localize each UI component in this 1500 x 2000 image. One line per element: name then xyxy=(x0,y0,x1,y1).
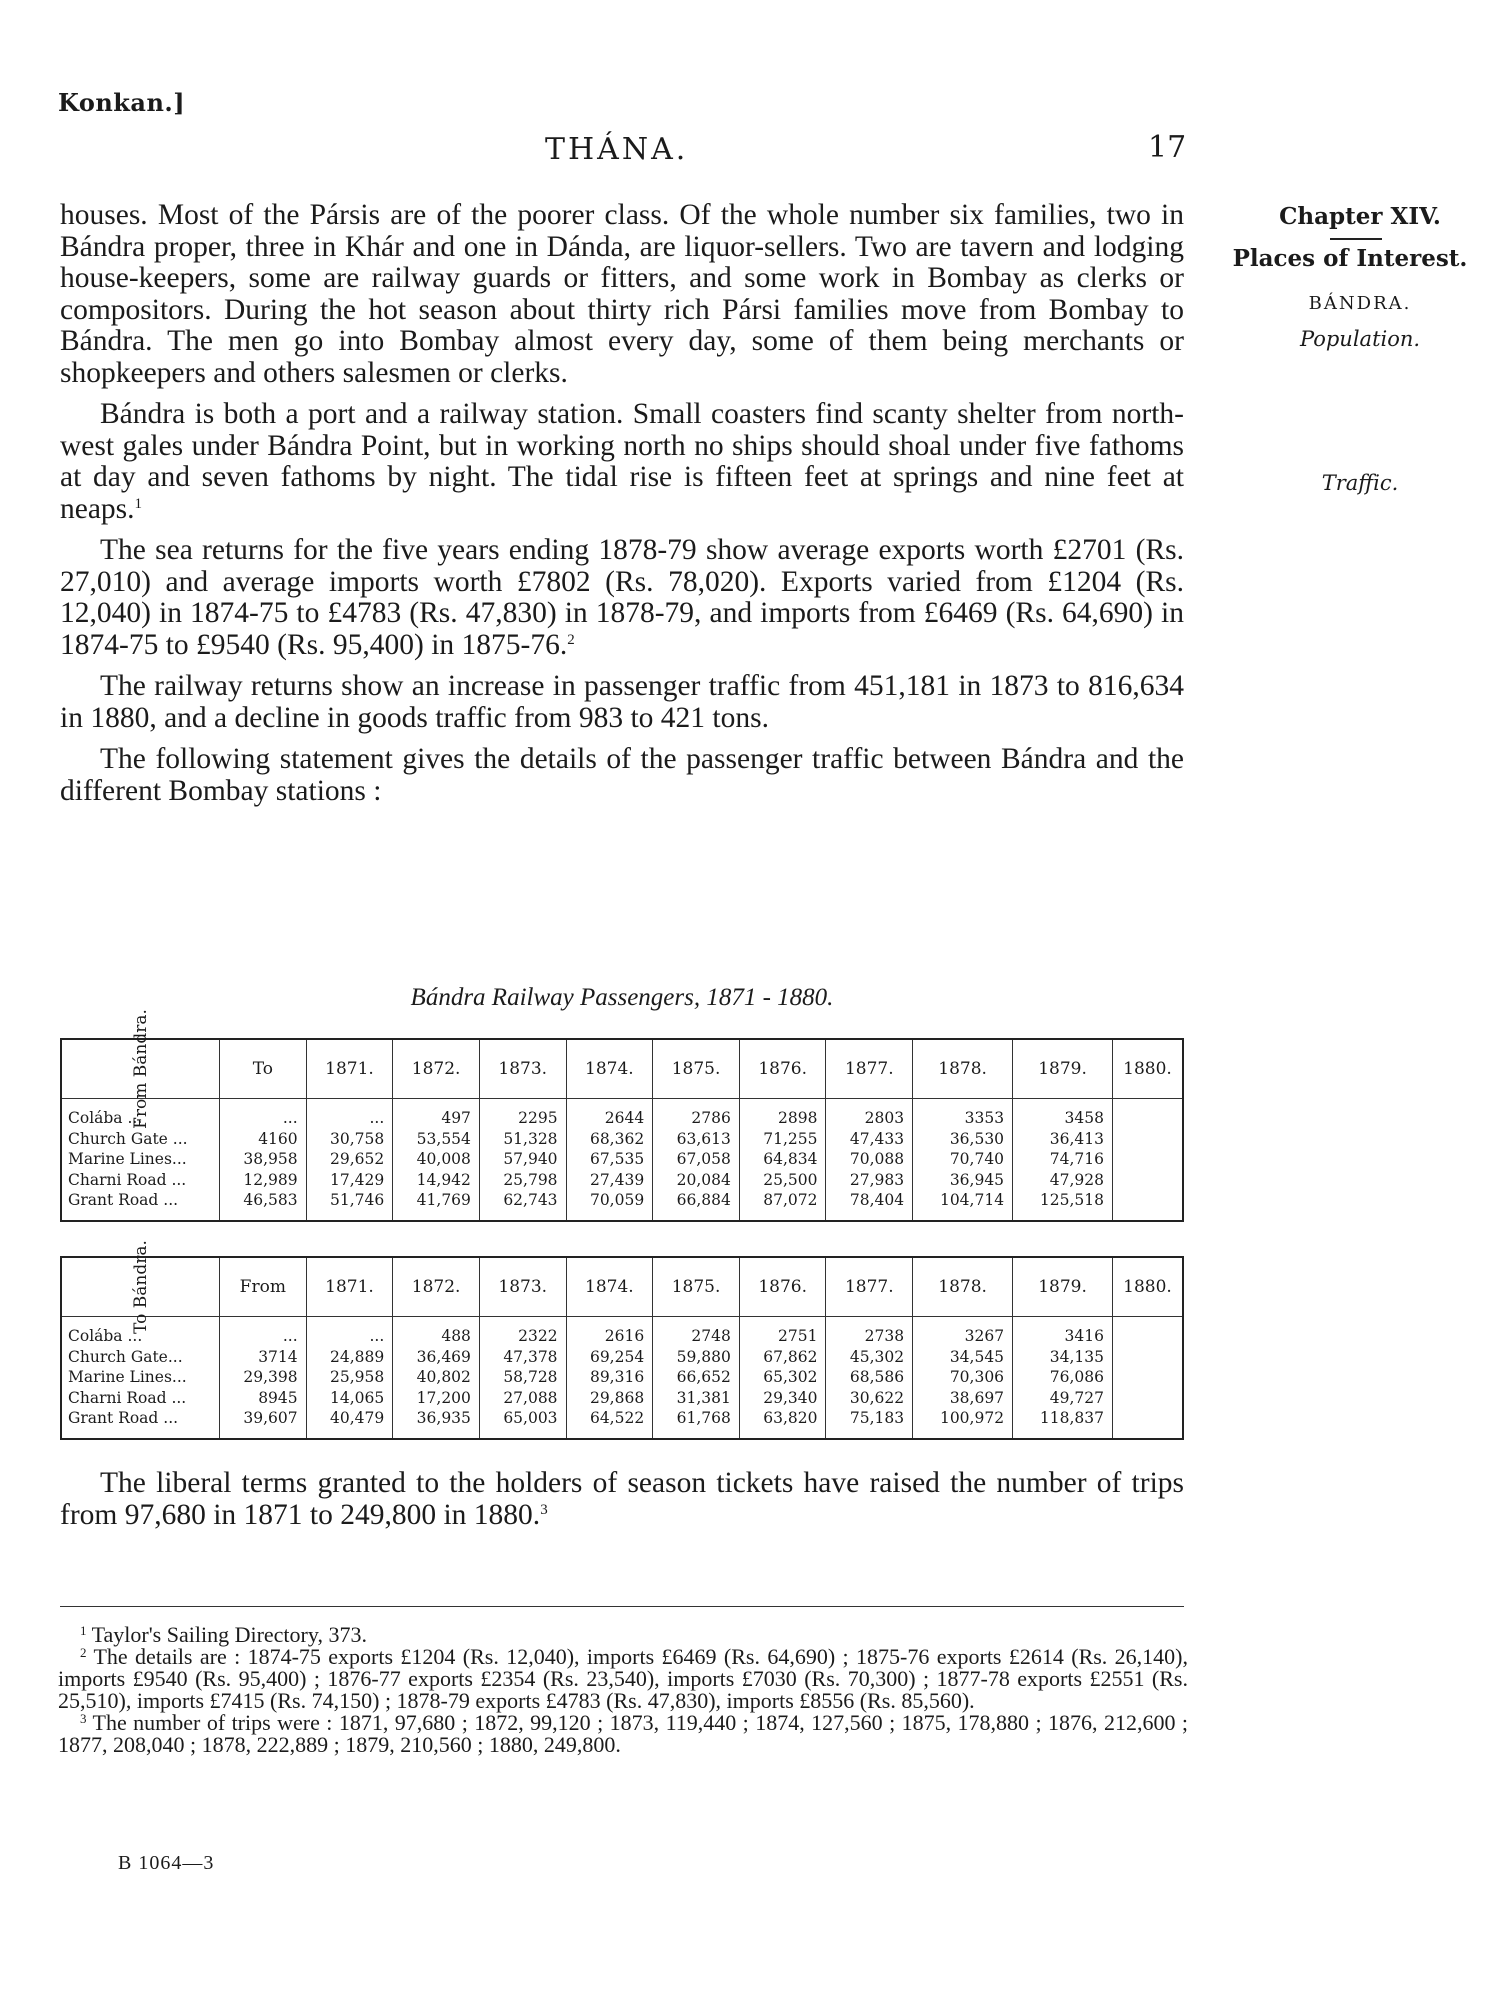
value-cell: 27,088 xyxy=(479,1388,566,1409)
value-cell: 3714 xyxy=(220,1347,307,1368)
footnote-1: $^1$ Taylor's Sailing Directory, 373. xyxy=(80,1622,367,1647)
year-header: 1876. xyxy=(739,1039,826,1099)
value-cell: 57,940 xyxy=(479,1149,566,1170)
value-cell: 31,381 xyxy=(653,1388,740,1409)
value-cell: 59,880 xyxy=(653,1347,740,1368)
footnote-ref[interactable]: 1 xyxy=(134,495,143,512)
margin-place-label: BÁNDRA. xyxy=(1308,293,1412,314)
value-cell: 39,607 xyxy=(220,1408,307,1439)
value-cell: 20,084 xyxy=(653,1170,740,1191)
value-cell: 63,613 xyxy=(653,1129,740,1150)
value-cell: 47,433 xyxy=(826,1129,913,1150)
table-header-row xyxy=(61,1039,1183,1099)
margin-chapter-label: Chapter XIV. xyxy=(1279,203,1441,230)
year-header: 1871. xyxy=(306,1257,393,1317)
value-cell: 36,413 xyxy=(1013,1129,1113,1150)
year-header: 1872. xyxy=(393,1257,480,1317)
value-cell: 2616 xyxy=(566,1317,653,1347)
value-cell: 125,518 xyxy=(1013,1190,1113,1221)
value-cell: 36,469 xyxy=(393,1347,480,1368)
value-cell: 25,798 xyxy=(479,1170,566,1191)
value-cell: 488 xyxy=(393,1317,480,1347)
value-cell: 2803 xyxy=(826,1099,913,1129)
value-cell: 3267 xyxy=(913,1317,1013,1347)
year-header: 1875. xyxy=(653,1257,740,1317)
value-cell: 67,862 xyxy=(739,1347,826,1368)
value-cell: 89,316 xyxy=(566,1367,653,1388)
value-cell: 104,714 xyxy=(913,1190,1013,1221)
footnote-mark: 1 xyxy=(80,1623,87,1638)
station-cell: Colába ... xyxy=(61,1317,220,1347)
value-cell: 2786 xyxy=(653,1099,740,1129)
value-cell: 14,942 xyxy=(393,1170,480,1191)
value-cell: 3416 xyxy=(1013,1317,1113,1347)
station-cell: Charni Road ... xyxy=(61,1170,220,1191)
value-cell: 66,652 xyxy=(653,1367,740,1388)
value-cell: 69,254 xyxy=(566,1347,653,1368)
value-cell: 100,972 xyxy=(913,1408,1013,1439)
value-cell: 47,378 xyxy=(479,1347,566,1368)
margin-section-label: Places of Interest. xyxy=(1232,245,1468,272)
table-row xyxy=(61,1388,1183,1409)
value-cell: 78,404 xyxy=(826,1190,913,1221)
value-cell: 45,302 xyxy=(826,1347,913,1368)
station-column-header: To xyxy=(220,1039,307,1099)
running-head-section: Konkan.] xyxy=(58,88,186,117)
value-cell: 2738 xyxy=(826,1317,913,1347)
table-row xyxy=(61,1099,1183,1129)
printer-signature: B 1064—3 xyxy=(118,1852,215,1874)
value-cell: 24,889 xyxy=(306,1347,393,1368)
value-cell: 67,535 xyxy=(566,1149,653,1170)
table-header-row xyxy=(61,1257,1183,1317)
year-header: 1875. xyxy=(653,1039,740,1099)
value-cell: 27,439 xyxy=(566,1170,653,1191)
side-label: From Bándra. xyxy=(130,1009,151,1129)
value-cell: 3458 xyxy=(1013,1099,1113,1129)
value-cell: 118,837 xyxy=(1013,1408,1113,1439)
table-row xyxy=(61,1170,1183,1191)
margin-population-label: Population. xyxy=(1299,327,1421,351)
value-cell: 30,758 xyxy=(306,1129,393,1150)
value-cell: 30,622 xyxy=(826,1388,913,1409)
table-body xyxy=(61,1317,1183,1439)
station-cell: Grant Road ... xyxy=(61,1408,220,1439)
table-row xyxy=(61,1347,1183,1368)
value-cell: 8945 xyxy=(220,1388,307,1409)
value-cell: 2898 xyxy=(739,1099,826,1129)
year-header: 1873. xyxy=(479,1039,566,1099)
value-cell: 66,884 xyxy=(653,1190,740,1221)
footnote-3: $^3$ The number of trips were : 1871, 97,680 ; 1872, 99,120 ; 1873, 119,440 ; 1874, 127,560 ; 1875, 178,880 ; 1876, 212,600 ; 1877, 208,040 ; 1878, 222,889 ; 1879, 210,560 ; 1880, 249,800. xyxy=(58,1710,1189,1757)
value-cell: 17,200 xyxy=(393,1388,480,1409)
value-cell: 47,928 xyxy=(1013,1170,1113,1191)
station-cell: Marine Lines... xyxy=(61,1367,220,1388)
value-cell: 87,072 xyxy=(739,1190,826,1221)
value-cell: 34,545 xyxy=(913,1347,1013,1368)
value-cell: 29,868 xyxy=(566,1388,653,1409)
year-header: 1878. xyxy=(913,1039,1013,1099)
paragraph-season-tickets: The liberal terms granted to the holders of season tickets have raised the number of trips from 97,680 in 1871 to 249,800 in 1880.$^3$ xyxy=(60,1467,1184,1531)
table-row xyxy=(61,1149,1183,1170)
value-cell: 41,769 xyxy=(393,1190,480,1221)
value-cell: 40,479 xyxy=(306,1408,393,1439)
value-cell: 2748 xyxy=(653,1317,740,1347)
value-cell: 75,183 xyxy=(826,1408,913,1439)
station-cell: Grant Road ... xyxy=(61,1190,220,1221)
margin-traffic-label: Traffic. xyxy=(1321,471,1399,495)
passengers-from-bandra-table xyxy=(60,1009,1184,1222)
value-cell: 68,586 xyxy=(826,1367,913,1388)
value-cell: 70,740 xyxy=(913,1149,1013,1170)
value-cell: 12,989 xyxy=(220,1170,307,1191)
paragraph-parsis: houses. Most of the Pársis are of the poorer class. Of the whole number six families, two in Bándra proper, three in Khár and one in Dánda, are liquor-sellers. Two are tavern and lodging house-keepers, some are railway guards or fitters, and some work in Bombay as clerks or compositors. During the hot season about thirty rich Pársi families move from Bombay to Bándra. The men go into Bombay almost every day, some of them being merchants or shopkeepers and others salesmen or clerks. xyxy=(60,199,1184,389)
page-title: THÁNA. xyxy=(545,132,689,167)
station-column-header: From xyxy=(220,1257,307,1317)
footnote-mark: 2 xyxy=(80,1645,87,1660)
value-cell: 51,746 xyxy=(306,1190,393,1221)
value-cell: ... xyxy=(306,1317,393,1347)
value-cell: 49,727 xyxy=(1013,1388,1113,1409)
value-cell: 65,302 xyxy=(739,1367,826,1388)
value-cell: 34,135 xyxy=(1013,1347,1113,1368)
paragraph-port: Bándra is both a port and a railway station. Small coasters find scanty shelter from north-west gales under Bándra Point, but in working north no ships should shoal under five fathoms at day and seven fathoms by night. The tidal rise is fifteen feet at springs and nine feet at neaps.$^1$ xyxy=(60,398,1184,525)
year-header: 1874. xyxy=(566,1039,653,1099)
value-cell: 36,945 xyxy=(913,1170,1013,1191)
footnote-ref[interactable]: 2 xyxy=(567,631,575,648)
value-cell: 53,554 xyxy=(393,1129,480,1150)
value-cell: 17,429 xyxy=(306,1170,393,1191)
table-row xyxy=(61,1317,1183,1347)
value-cell: 74,716 xyxy=(1013,1149,1113,1170)
margin-divider xyxy=(1330,238,1382,240)
year-header: 1880. xyxy=(1113,1039,1184,1099)
station-cell: Church Gate ... xyxy=(61,1129,220,1150)
year-header: 1880. xyxy=(1113,1257,1184,1317)
table-body xyxy=(61,1099,1183,1221)
value-cell: 25,958 xyxy=(306,1367,393,1388)
value-cell: 70,088 xyxy=(826,1149,913,1170)
value-cell: 64,522 xyxy=(566,1408,653,1439)
value-cell: 62,743 xyxy=(479,1190,566,1221)
table-row xyxy=(61,1408,1183,1439)
station-cell: Marine Lines... xyxy=(61,1149,220,1170)
year-header: 1878. xyxy=(913,1257,1013,1317)
station-cell: Charni Road ... xyxy=(61,1388,220,1409)
value-cell: 40,802 xyxy=(393,1367,480,1388)
footnote-mark: 3 xyxy=(80,1711,87,1726)
table-caption: Bándra Railway Passengers, 1871 - 1880. xyxy=(410,984,834,1011)
value-cell: ... xyxy=(220,1099,307,1129)
value-cell: 2295 xyxy=(479,1099,566,1129)
value-cell: 29,340 xyxy=(739,1388,826,1409)
passengers-to-bandra-table xyxy=(60,1240,1184,1440)
value-cell: 3353 xyxy=(913,1099,1013,1129)
value-cell: 51,328 xyxy=(479,1129,566,1150)
table-row xyxy=(61,1190,1183,1221)
year-header: 1871. xyxy=(306,1039,393,1099)
value-cell: 46,583 xyxy=(220,1190,307,1221)
value-cell: 38,958 xyxy=(220,1149,307,1170)
table-row xyxy=(61,1129,1183,1150)
footnote-ref[interactable]: 3 xyxy=(540,1502,548,1518)
value-cell: 36,935 xyxy=(393,1408,480,1439)
side-label: To Bándra. xyxy=(130,1240,151,1334)
value-cell: 497 xyxy=(393,1099,480,1129)
paragraph-railway-returns: The railway returns show an increase in passenger traffic from 451,181 in 1873 to 816,634 in 1880, and a decline in goods traffic from 983 to 421 tons. xyxy=(60,670,1184,734)
value-cell: 71,255 xyxy=(739,1129,826,1150)
year-header: 1876. xyxy=(739,1257,826,1317)
value-cell: 36,530 xyxy=(913,1129,1013,1150)
value-cell: ... xyxy=(306,1099,393,1129)
value-cell: ... xyxy=(220,1317,307,1347)
station-cell: Church Gate... xyxy=(61,1347,220,1368)
paragraph-statement-intro: The following statement gives the details of the passenger traffic between Bándra and the different Bombay stations : xyxy=(60,743,1184,807)
value-cell: 64,834 xyxy=(739,1149,826,1170)
value-cell: 27,983 xyxy=(826,1170,913,1191)
value-cell: 58,728 xyxy=(479,1367,566,1388)
body-text xyxy=(60,200,1184,817)
value-cell: 76,086 xyxy=(1013,1367,1113,1388)
year-header: 1877. xyxy=(826,1039,913,1099)
value-cell: 2644 xyxy=(566,1099,653,1129)
footnote-divider xyxy=(60,1606,1184,1607)
year-header: 1874. xyxy=(566,1257,653,1317)
value-cell: 61,768 xyxy=(653,1408,740,1439)
station-cell: Colába ... xyxy=(61,1099,220,1129)
table-row xyxy=(61,1367,1183,1388)
value-cell: 29,398 xyxy=(220,1367,307,1388)
value-cell: 68,362 xyxy=(566,1129,653,1150)
page-number: 17 xyxy=(1148,130,1187,165)
year-header: 1872. xyxy=(393,1039,480,1099)
footnotes xyxy=(58,1624,1188,1756)
value-cell: 70,306 xyxy=(913,1367,1013,1388)
year-header: 1879. xyxy=(1013,1257,1113,1317)
value-cell: 38,697 xyxy=(913,1388,1013,1409)
side-label-cell xyxy=(61,1240,220,1334)
year-header: 1873. xyxy=(479,1257,566,1317)
paragraph-sea-returns: The sea returns for the five years ending 1878-79 show average exports worth £2701 (Rs. 27,010) and average imports worth £7802 (Rs. 78,020). Exports varied from £1204 (Rs. 12,040) in 1874-75 to £4783 (Rs. 47,830) in 1878-79, and imports from £6469 (Rs. 64,690) in 1874-75 to £9540 (Rs. 95,400) in 1875-76.$^2$ xyxy=(60,534,1184,661)
value-cell: 14,065 xyxy=(306,1388,393,1409)
year-header: 1879. xyxy=(1013,1039,1113,1099)
value-cell: 25,500 xyxy=(739,1170,826,1191)
value-cell: 67,058 xyxy=(653,1149,740,1170)
year-header: 1877. xyxy=(826,1257,913,1317)
value-cell: 65,003 xyxy=(479,1408,566,1439)
value-cell: 70,059 xyxy=(566,1190,653,1221)
value-cell: 4160 xyxy=(220,1129,307,1150)
footnote-2: $^2$ The details are : 1874-75 exports £1204 (Rs. 12,040), imports £6469 (Rs. 64,690) ; 1875-76 exports £2614 (Rs. 26,140), imports £9540 (Rs. 95,400) ; 1876-77 exports £2354 (Rs. 23,540), imports £7030 (Rs. 70,300) ; 1877-78 exports £2551 (Rs. 25,510), imports £7415 (Rs. 74,150) ; 1878-79 exports £4783 (Rs. 47,830), imports £8556 (Rs. 85,560). xyxy=(58,1644,1188,1713)
value-cell: 2751 xyxy=(739,1317,826,1347)
value-cell: 2322 xyxy=(479,1317,566,1347)
value-cell: 40,008 xyxy=(393,1149,480,1170)
value-cell: 63,820 xyxy=(739,1408,826,1439)
value-cell: 29,652 xyxy=(306,1149,393,1170)
